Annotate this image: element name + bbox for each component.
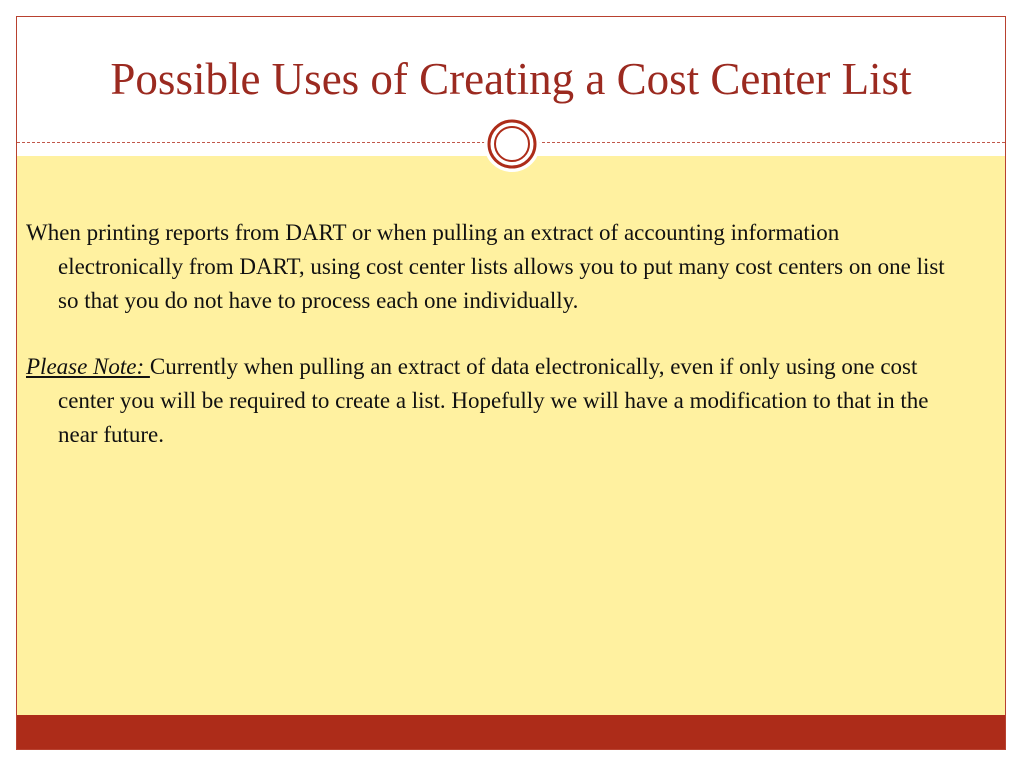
slide-content xyxy=(26,216,966,484)
double-ring-icon xyxy=(483,115,541,173)
note-paragraph xyxy=(26,350,966,452)
footer-bar xyxy=(17,715,1005,749)
body-paragraph: When printing reports from DART or when pulling an extract of accounting information electronically from DART, using cost center lists allows you to put many cost centers on one list so that you do not have to process each one individually. xyxy=(26,220,945,313)
note-text: Currently when pulling an extract of data electronically, even if only using one cost center you will be required to create a list. Hopefully we will have a modification to that in the near future. xyxy=(58,354,929,447)
slide-title: Possible Uses of Creating a Cost Center List xyxy=(110,54,912,104)
note-label: Please Note: xyxy=(26,354,150,379)
